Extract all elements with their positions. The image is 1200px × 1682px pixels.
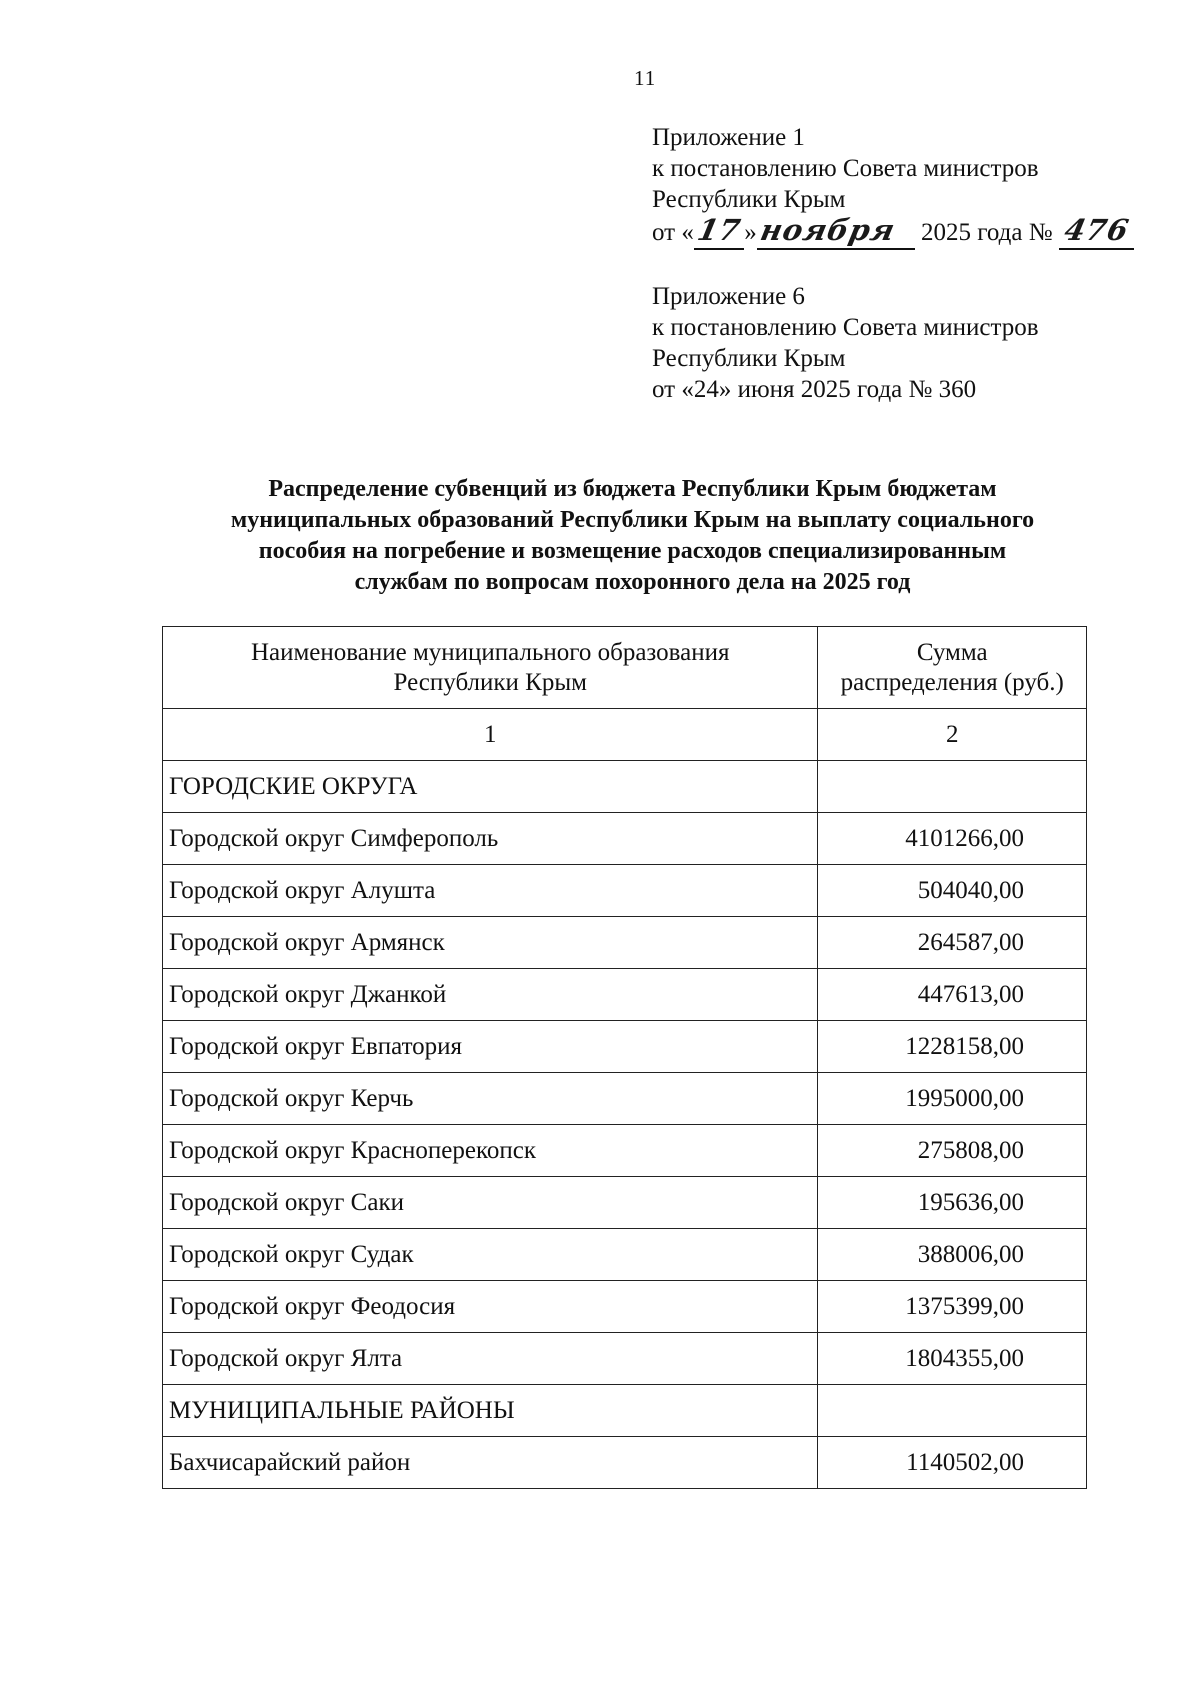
amount-cell: 1228158,00 [818,1021,1087,1073]
amount-cell: 1804355,00 [818,1333,1087,1385]
amount-cell: 264587,00 [818,917,1087,969]
handwritten-month: ноября [757,213,899,247]
municipality-name-cell: МУНИЦИПАЛЬНЫЕ РАЙОНЫ [163,1385,818,1437]
amount-cell: 4101266,00 [818,813,1087,865]
table-row [163,813,1087,865]
header-sum-column [818,627,1087,709]
handwritten-number: 476 [1061,213,1133,247]
appendix-1-block [652,122,1134,250]
distribution-table [162,626,1087,1489]
amount-cell: 388006,00 [818,1229,1087,1281]
header-name-column [163,627,818,709]
year-text: 2025 года № [920,219,1053,246]
municipality-name-cell: Городской округ Симферополь [163,813,818,865]
appendix-6-line4: от «24» июня 2025 года № 360 [652,376,977,403]
column-number-row [163,709,1087,761]
table-row [163,1437,1087,1489]
amount-cell: 1140502,00 [818,1437,1087,1489]
municipality-name-cell: Городской округ Красноперекопск [163,1125,818,1177]
table-row [163,761,1087,813]
column-number-2: 2 [818,709,1087,761]
title-line-2: муниципальных образований Республики Крым на выплату социального [230,507,1035,533]
appendix-1-title: Приложение 1 [652,124,805,151]
appendix-6-title: Приложение 6 [652,283,805,310]
table-header-row [163,627,1087,709]
table-row [163,1385,1087,1437]
header-name-line2: Республики Крым [393,668,587,696]
municipality-name-cell: Городской округ Феодосия [163,1281,818,1333]
day-suffix: » [744,219,757,246]
municipality-name-cell: Бахчисарайский район [163,1437,818,1489]
table-row [163,969,1087,1021]
appendix-1-line2: к постановлению Совета министров [652,155,1039,182]
municipality-name-cell: Городской округ Саки [163,1177,818,1229]
table-row [163,1177,1087,1229]
amount-cell [818,761,1087,813]
date-prefix: от « [652,219,694,246]
appendix-1-line3: Республики Крым [652,186,846,213]
municipality-name-cell: Городской округ Судак [163,1229,818,1281]
amount-cell: 1375399,00 [818,1281,1087,1333]
amount-cell: 195636,00 [818,1177,1087,1229]
amount-cell: 447613,00 [818,969,1087,1021]
header-sum-line2: распределения (руб.) [840,668,1064,696]
table-row [163,1021,1087,1073]
amount-cell: 275808,00 [818,1125,1087,1177]
table-row [163,917,1087,969]
municipality-name-cell: Городской округ Алушта [163,865,818,917]
amount-cell: 1995000,00 [818,1073,1087,1125]
municipality-name-cell: Городской округ Армянск [163,917,818,969]
table-row [163,865,1087,917]
municipality-name-cell: Городской округ Евпатория [163,1021,818,1073]
column-number-1: 1 [163,709,818,761]
table-row [163,1125,1087,1177]
header-sum-line1: Сумма [916,638,988,666]
appendix-6-line3: Республики Крым [652,345,846,372]
title-line-3: пособия на погребение и возмещение расходов специализированным [258,538,1007,564]
amount-cell: 504040,00 [818,865,1087,917]
table-row [163,1281,1087,1333]
municipality-name-cell: Городской округ Джанкой [163,969,818,1021]
amount-cell [818,1385,1087,1437]
title-line-1: Распределение субвенций из бюджета Республики Крым бюджетам [268,476,997,502]
municipality-name-cell: Городской округ Ялта [163,1333,818,1385]
document-title [150,474,1115,598]
appendix-6-block [652,281,1039,405]
municipality-name-cell: ГОРОДСКИЕ ОКРУГА [163,761,818,813]
page-number: 11 [634,66,657,90]
table-row [163,1229,1087,1281]
table-row [163,1073,1087,1125]
appendix-6-line2: к постановлению Совета министров [652,314,1039,341]
municipality-name-cell: Городской округ Керчь [163,1073,818,1125]
title-line-4: службам по вопросам похоронного дела на 2025 год [354,569,911,595]
handwritten-day: 17 [694,213,744,247]
appendix-1-date-line [652,215,1134,250]
table-row [163,1333,1087,1385]
header-name-line1: Наименование муниципального образования [250,638,730,666]
